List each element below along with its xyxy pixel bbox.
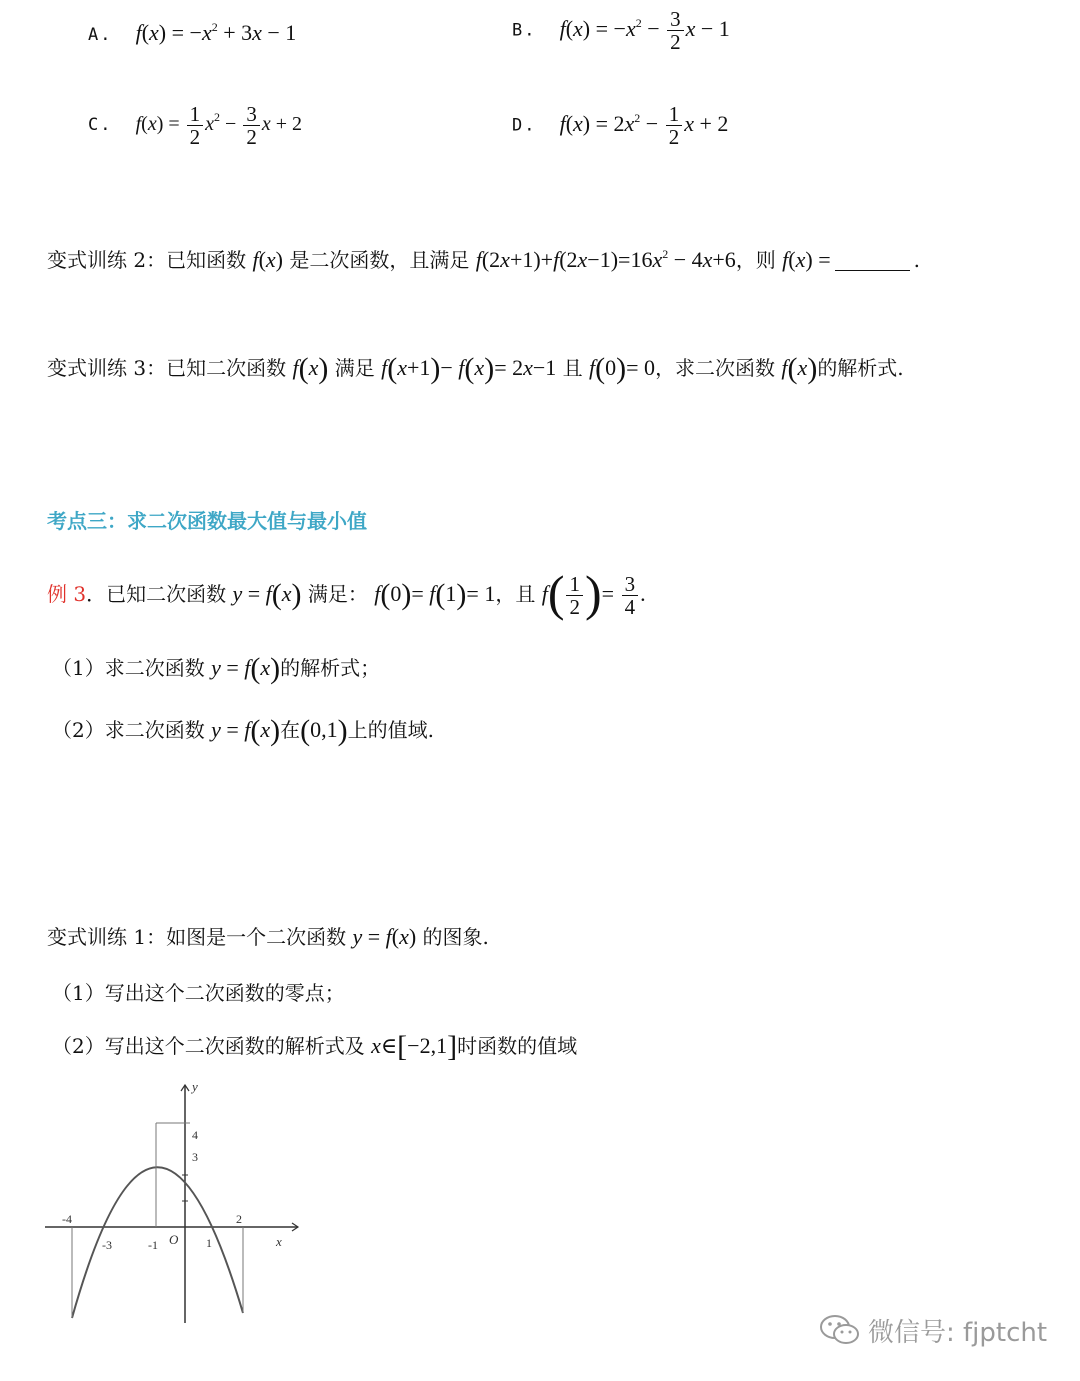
exercise-1-q2: （2）写出这个二次函数的解析式及 x∈[−2,1]时函数的值域 bbox=[52, 1030, 578, 1063]
option-c-formula: f(x) = $\frac{1}{2}$ $x^2$ − $\frac{3}{2}$ x + 2 bbox=[135, 102, 302, 150]
x-tick-minus3: -3 bbox=[102, 1238, 112, 1252]
x-tick-minus4: -4 bbox=[62, 1212, 72, 1226]
x-tick-minus1: -1 bbox=[148, 1238, 158, 1252]
exercise-3-equation: f(x+1)− f(x)= 2x−1 bbox=[381, 352, 557, 385]
option-a: A. $f(x) = -x^2 + 3x - 1$ bbox=[88, 20, 297, 45]
example-3-q2: （2）求二次函数 y = f(x)在(0,1)上的值域. bbox=[52, 714, 435, 747]
section-title: 考点三：求二次函数最大值与最小值 bbox=[47, 509, 367, 533]
y-axis-label: y bbox=[192, 1079, 198, 1094]
exercise-1-q1: （1）写出这个二次函数的零点； bbox=[52, 981, 345, 1005]
origin-label: O bbox=[169, 1232, 179, 1247]
option-d: D. $f(x) = 2x^2$ − $\frac{1}{2}$ x + 2 bbox=[512, 102, 729, 150]
exercise-2-equation: $f(2x+1)+f(2x-1)=16x^2 - 4x+6$ bbox=[475, 247, 736, 272]
x-tick-2: 2 bbox=[236, 1212, 242, 1226]
x-tick-1: 1 bbox=[206, 1236, 212, 1250]
y-tick-4: 4 bbox=[192, 1128, 198, 1142]
example-3: 例 3．已知二次函数 y = f(x) 满足： f(0)= f(1)= 1，且 f( $\frac{1}{2}$ )= $\frac{3}{4}$ . bbox=[47, 565, 646, 621]
option-c: C. f(x) = $\frac{1}{2}$ $x^2$ − $\frac{3}{2}$ x + 2 bbox=[88, 102, 302, 150]
option-b: B. $f(x) = -x^2$ − $\frac{3}{2}$ x − 1 bbox=[512, 7, 730, 55]
exercise-1: 变式训练 1：如图是一个二次函数 y = f(x) 的图象. bbox=[47, 924, 489, 949]
y-tick-3: 3 bbox=[192, 1150, 198, 1164]
option-b-fraction: $\frac{3}{2}$ bbox=[667, 8, 684, 53]
example-label: 例 3 bbox=[47, 582, 87, 606]
exercise-3: 变式训练 3：已知二次函数 f(x) 满足 f(x+1)− f(x)= 2x−1 且 f(0)= 0，求二次函数 f(x)的解析式. bbox=[47, 352, 904, 385]
option-a-formula: $f(x) = -x^2 + 3x - 1$ bbox=[135, 20, 297, 45]
example-3-q1: （1）求二次函数 y = f(x)的解析式； bbox=[52, 652, 381, 685]
wechat-watermark: 微信号: fjptcht bbox=[818, 1312, 1047, 1349]
parabola-graph bbox=[40, 1075, 320, 1335]
option-b-formula: $f(x) = -x^2$ − $\frac{3}{2}$ x − 1 bbox=[559, 7, 730, 55]
example-3-conditions: f(0)= f(1)= 1 bbox=[374, 578, 496, 611]
option-d-formula: $f(x) = 2x^2$ − $\frac{1}{2}$ x + 2 bbox=[559, 102, 729, 150]
answer-blank bbox=[835, 252, 910, 271]
wechat-icon bbox=[818, 1313, 862, 1347]
x-axis-label: x bbox=[276, 1234, 282, 1249]
exercise-2: 变式训练 2：已知函数 f(x) 是二次函数，且满足 $f(2x+1)+f(2x-1)=16x^2 - 4x+6$，则 f(x) = . bbox=[47, 247, 920, 272]
